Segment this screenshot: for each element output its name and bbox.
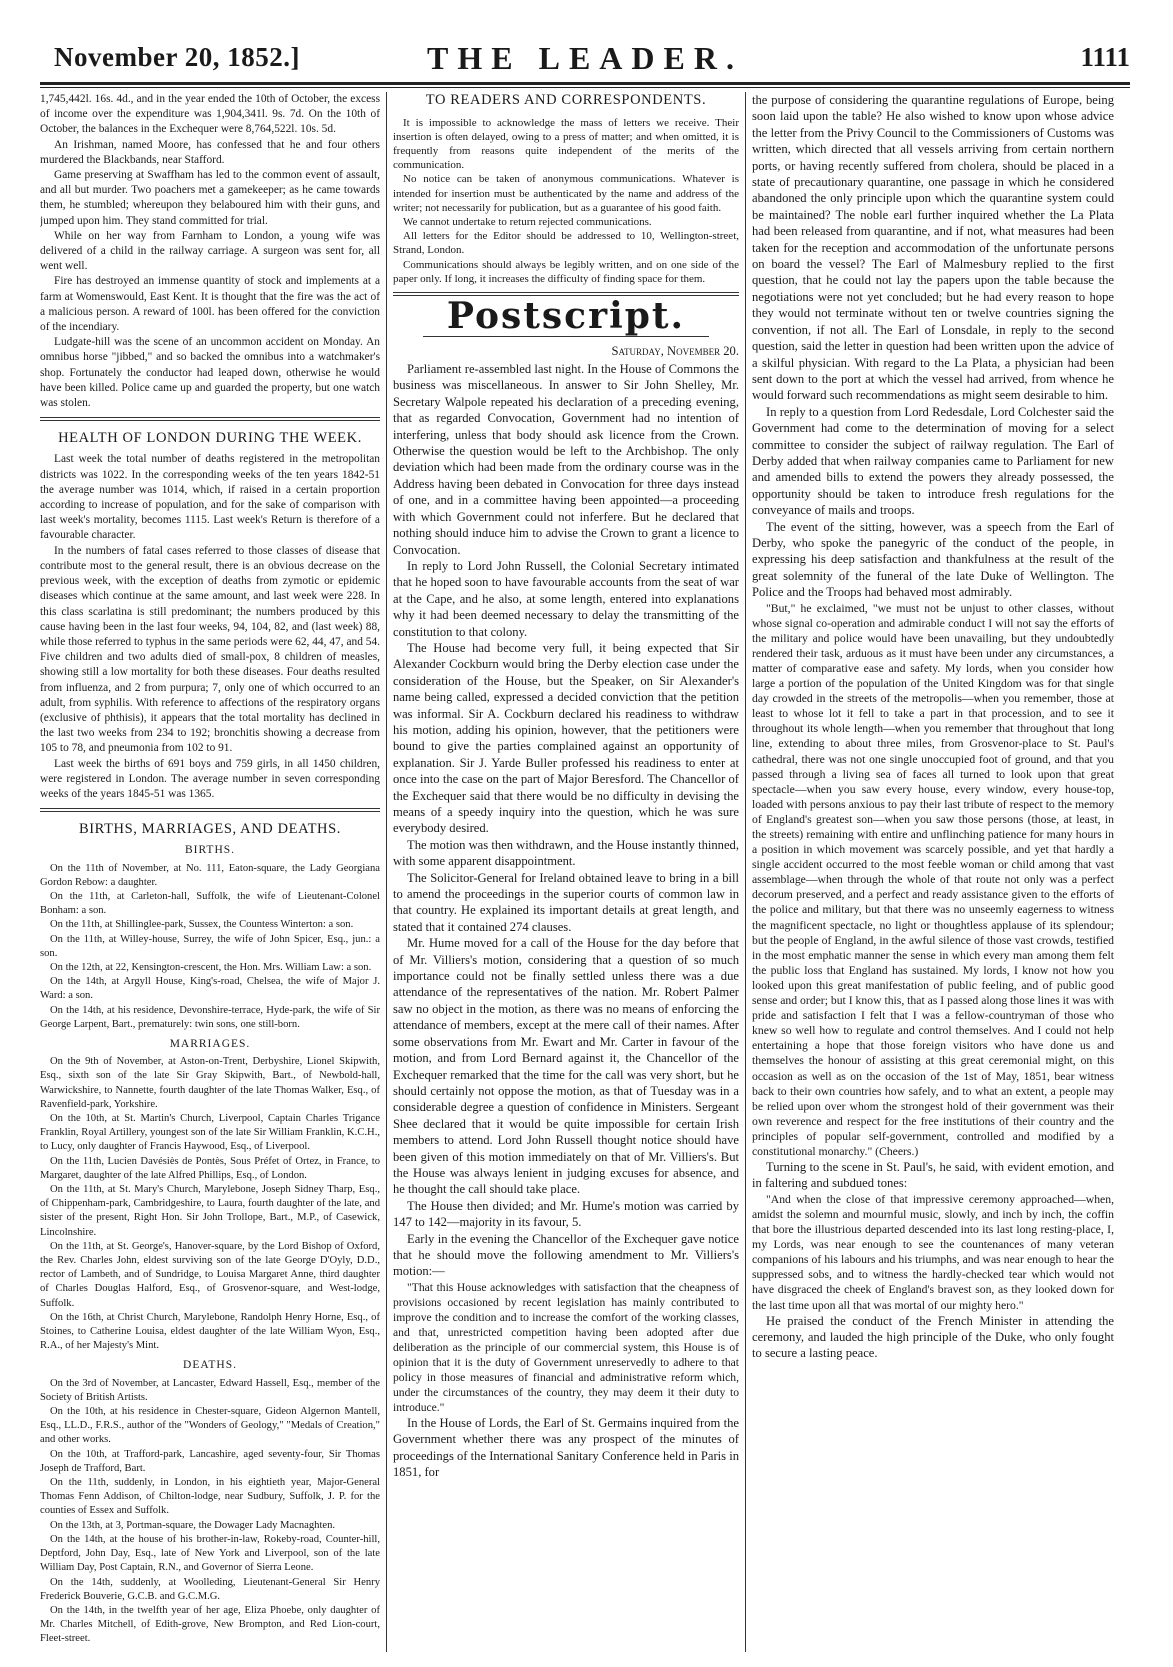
paragraph: The House then divided; and Mr. Hume's motion was carried by 147 to 142—majority in its favour, 5. xyxy=(393,1198,739,1230)
paragraph: He praised the conduct of the French Minister in attending the ceremony, and lauded the high principle of the Duke, who only fought to secure a lasting peace. xyxy=(752,1313,1114,1361)
header-rule xyxy=(40,82,1130,85)
marriages-list xyxy=(40,1055,380,1353)
birth-notice: On the 11th, at Carleton-hall, Suffolk, the wife of Lieutenant-Colonel Bonham: a son. xyxy=(40,890,380,917)
dateline: Saturday, November 20. xyxy=(611,343,739,358)
marriages-heading: MARRIAGES. xyxy=(169,1037,251,1050)
paragraph: Last week the births of 691 boys and 759 girls, in all 1450 children, were registered in London. The average number in seven corresponding weeks of the years 1845-51 was 1365. xyxy=(40,757,380,800)
births-heading: BIRTHS. xyxy=(184,844,236,857)
birth-notice: On the 11th of November, at No. 111, Eaton-square, the Lady Georgiana Gordon Rebow: a daughter. xyxy=(40,862,380,888)
paragraph: The Solicitor-General for Ireland obtained leave to bring in a bill to amend the proceedings in the superior courts of common law in that country. He explained its important details at great length, and stated that it contained 274 clauses. xyxy=(393,870,739,934)
health-heading: HEALTH OF LONDON DURING THE WEEK. xyxy=(58,430,362,447)
birth-notice: On the 11th, at Shillinglee-park, Sussex, the Countess Winterton: a son. xyxy=(50,919,354,931)
paragraph: An Irishman, named Moore, has confessed that he and four others murdered the Blackbands, near Stafford. xyxy=(40,138,380,166)
death-notice: On the 14th, at the house of his brother-in-law, Rokeby-road, Counter-hill, Deptford, John Day, Esq., late of New York and Liverpool, son of the late William Day, Post Captain, R.N., and Governor of Sierra Leone. xyxy=(40,1533,380,1574)
column-2 xyxy=(393,92,739,1652)
notice: No notice can be taken of anonymous communications. Whatever is intended for insertion must be authenticated by the name and address of the writer; not necessarily for publication, but as a guarantee of his good faith. xyxy=(393,173,739,214)
quoted-speech: "But," he exclaimed, "we must not be unjust to other classes, without whose signal co-operation and admirable conduct I will not say the efforts of the military and police would have been unavailing, but they undoubtedly rendered their task, arduous as it must have been under any circumstances, a matter of comparative ease and safety. My lords, when you consider how large a portion of the population of the United Kingdom was for that single day crowded in the streets of the metropolis—when you remember, those at least to whose lot it fell to take a part in that procession, and to see it throughout its whole length—when you remember that throughout that long line, extending to about three miles, from Grosvenor-place to St. Paul's cathedral, there was not one single unoccupied foot of ground, and that you passed through a living sea of faces all turned to look upon that great spectacle—when you saw every house, every window, every house-top, loaded with persons anxious to pay their last tribute of respect to the memory of England's greatest son—when you saw those persons (those, at least, in the streets) remaining with entire and unflinching patience for many hours in a position in which movement was scarcely possible, and yet that hardly a single accident occurred to the most feeble woman or child among that vast assemblage—when through the whole of that route not only was a perfect decorum preserved, and a perfect and ready assistance given to the efforts of the police and military, but that there was no unseemly eagerness to witness the magnificent spectacle, no light or thoughtless applause of its splendour; but the people of England, in the awful silence of those vast crowds, testified in the most emphatic manner the sense in which every man among them felt the public loss that England has sustained. My lords, I know not how you looked upon this great manifestation of public feeling, and of public good sense and order; but I know this, that as I passed along those lines it was with pride and satisfaction I felt that I was a fellow-countryman of those who knew so well how to regulate and control themselves. And I could not help entertaining a hope that those foreign visitors who have done us and themselves the honour of assisting at this great ceremonial might, on this occasion as well as on the occasion of the 1st of May, 1851, bear witness back to their own countries how safely, and to what an extent, a people may be relied upon over whom the strongest hold of their government was their own reverence and respect for the free institutions of their country and the principles of popular self-government, controlled and modified by a constitutional monarchy." (Cheers.) xyxy=(752,601,1114,1158)
column-1 xyxy=(40,92,380,1652)
deaths-list xyxy=(40,1377,380,1647)
marriage-notice: On the 11th, at St. George's, Hanover-square, by the Lord Bishop of Oxford, the Rev. Charles John, eldest surviving son of the late George D'Oyly, D.D., rector of Lambeth, and of Sundridge, to Louisa Margaret Anne, third daughter of Charles Douglas Halford, Esq., of Grosvenor-square, and West-lodge, Suffolk. xyxy=(40,1240,380,1309)
marriage-notice: On the 11th, at St. Mary's Church, Marylebone, Joseph Sidney Tharp, Esq., of Chippenham-park, Cambridgeshire, to Laura, fourth daughter of the late, and sister of the present, Right Hon. Sir John Trollope, Bart., M.P., of Casewick, Lincolnshire. xyxy=(40,1184,380,1238)
birth-notice: On the 14th, at Argyll House, King's-road, Chelsea, the wife of Major J. Ward: a son. xyxy=(40,976,380,1002)
paragraph: The House had become very full, it being expected that Sir Alexander Cockburn would bring the Derby election case under the consideration of the House, but the Speaker, on Sir Alexander's name being called, expressed a decided conviction that the petition was informal. Sir A. Cockburn declared his readiness to withdraw his motion, adding his opinion, however, that the petitioners were bound to give the parties complained against an opportunity of explanation. Sir J. Yarde Buller professed his readiness to enter at once into the case on the part of Major Beresford. The Chancellor of the Exchequer said that there would be no difficulty in devising the means of a speedy inquiry into the question, which he was sure everybody desired. xyxy=(393,640,739,836)
birth-notice: On the 11th, at Willey-house, Surrey, the wife of John Spicer, Esq., jun.: a son. xyxy=(40,933,380,959)
notice: All letters for the Editor should be addressed to 10, Wellington-street, Strand, London. xyxy=(393,230,739,257)
paragraph: While on her way from Farnham to London, a young wife was delivered of a child in the railway carriage. A surgeon was sent for, all went well. xyxy=(40,229,380,273)
paragraph: Ludgate-hill was the scene of an uncommon accident on Monday. An omnibus horse "jibbed," and so backed the omnibus into a watchmaker's shop. Fortunately the conductor had leaped down, otherwise he would have been killed. Police came up and guarded the property, but one watch was stolen. xyxy=(40,336,380,410)
bmd-heading: BIRTHS, MARRIAGES, AND DEATHS. xyxy=(78,821,342,838)
issue-date: November 20, 1852.] xyxy=(54,42,300,72)
quoted-amendment: "That this House acknowledges with satisfaction that the cheapness of provisions occasioned by recent legislation has mainly contributed to improve the condition and to increase the comfort of the working classes, and that, unrestricted competition having been adopted after due deliberation as the principle of our commercial system, this House is of opinion that it is the duty of Government unreservedly to adhere to that policy in those measures of financial and administrative reform which, under the circumstances of the country, they may deem it their duty to introduce." xyxy=(393,1280,739,1414)
paragraph: Mr. Hume moved for a call of the House for the day before that of Mr. Villiers's motion, considering that a question of so much importance could not be finally settled unless there was a due attendance of the representatives of the nation. Mr. Robert Palmer saw no object in the motion, as there was no means of enforcing the attendance of members, except at the mere call of their names. After some observations from Mr. Ewart and Mr. Carter in favour of the motion, and from Lord Bernard against it, the Chancellor of the Exchequer remarked that the time for the call was very short, but he should certainly not oppose the motion, as that of Tuesday was in a considerable degree a question of confidence in Ministers. Sergeant Shee declared that it would be quite impossible for certain Irish members to attend. Lord John Russell thought notice should have been given of this motion immediately on that of Mr. Villiers's. But the House was always lenient in judging excuses for absence, and he thought the call should take place. xyxy=(393,936,739,1197)
paragraph: The event of the sitting, however, was a speech from the Earl of Derby, who spoke the panegyric of the conduct of the people, in expressing his deep satisfaction and thankfulness at the result of the great solemnity of the funeral of the late Duke of Wellington. The Police and the Troops had behaved most admirably. xyxy=(752,519,1114,600)
death-notice: On the 11th, suddenly, in London, in his eightieth year, Major-General Thomas Fenn Addison, of Chilton-lodge, near Sudbury, Suffolk, J. P. for the counties of Essex and Suffolk. xyxy=(40,1477,380,1517)
paragraph: The motion was then withdrawn, and the House instantly thinned, with some apparent disappointment. xyxy=(393,837,739,869)
paragraph: In reply to a question from Lord Redesdale, Lord Colchester said the Government had come to the determination of moving for a select committee to consider the subject of railway regulation. The Earl of Derby added that when railway companies came to Parliament for new and amended bills to extend the powers they already possessed, the opportunity should be taken to introduce fresh regulations for the conveyance of mails and troops. xyxy=(752,404,1114,518)
notice: It is impossible to acknowledge the mass of letters we receive. Their insertion is often delayed, owing to a press of matter; and when omitted, it is frequently from reasons quite independent of the merits of the communication. xyxy=(393,116,739,172)
death-notice: On the 10th, at Trafford-park, Lancashire, aged seventy-four, Sir Thomas Joseph de Trafford, Bart. xyxy=(40,1448,380,1474)
paragraph: In the numbers of fatal cases referred to those classes of disease that contribute most to the general result, there is an obvious decrease on the previous week, with the exception of deaths from zymotic or epidemic diseases which continue at the same amount, and last week were 228. In this class scarlatina is still predominant; the numbers produced by this cause having been in the last four weeks, 94, 104, 82, and (last week) 88, while those referred to typhus in the same periods were 62, 44, 47, and 54. Five children and two adults died of small-pox, 8 children of measles, showing still a low mortality for both these diseases. Four deaths resulted from influenza, and 2 from purpura; 7, only one of which occurred to an adult, from syphilis. With reference to affections of the respiratory organs (exclusive of phthisis), it appears that the total mortality has declined in the last two weeks from 234 to 192; bronchitis showing a decrease from 105 to 78, and pneumonia from 102 to 91. xyxy=(40,544,380,755)
deaths-heading: DEATHS. xyxy=(183,1359,237,1372)
notices-heading: TO READERS AND CORRESPONDENTS. xyxy=(425,92,707,108)
paragraph: In reply to Lord John Russell, the Colonial Secretary intimated that he hoped soon to have favourable accounts from the seat of war at the Cape, and he also, at some length, entered into explanations why it had been deemed necessary to delay the transmitting of the constitution to that colony. xyxy=(393,558,739,639)
newspaper-title: THE LEADER. xyxy=(427,40,743,76)
paragraph: Parliament re-assembled last night. In the House of Commons the business was miscellaneous. In answer to Sir John Shelley, Mr. Secretary Walpole repeated his declaration of a preceding evening, that as regarded Convocation, Government had no intention of interfering, unless that body should ask licence from the Crown. Otherwise the question would be left to the Archbishop. The only deviation which had been made from the ordinary course was in the Address having been debated in Convocation for three days instead of one, and in a committee having been appointed—a proceeding with which Government could not inferfere. But he declared that nothing should induce him to advise the Crown to grant a licence to Convocation. xyxy=(393,362,739,557)
column-divider xyxy=(386,92,387,1652)
column-3 xyxy=(752,92,1114,1652)
paragraph: Last week the total number of deaths registered in the metropolitan districts was 1022. In the corresponding weeks of the ten years 1842-51 the average number was 1014, which, if raised in a certain proportion according to increase of population, and for the sake of comparison with last week's mortality, becomes 1115. Last week's Return is therefore of a favourable character. xyxy=(40,453,380,542)
marriage-notice: On the 10th, at St. Martin's Church, Liverpool, Captain Charles Trigance Franklin, Royal Artillery, youngest son of the late Sir William Franklin, K.C.H., to Lucy, only daughter of Francis Haywood, Esq., of Liverpool. xyxy=(40,1113,380,1153)
notice: We cannot undertake to return rejected communications. xyxy=(403,216,652,229)
section-rule xyxy=(40,808,380,812)
births-list xyxy=(40,862,380,1032)
paragraph: In the House of Lords, the Earl of St. Germains inquired from the Government whether there was any prospect of the minutes of proceedings of the International Sanitary Conference held in Paris in 1851, for xyxy=(393,1415,739,1479)
section-rule xyxy=(40,417,380,421)
marriage-notice: On the 16th, at Christ Church, Marylebone, Randolph Henry Horne, Esq., of Stoines, to Catherine Louisa, eldest daughter of the late William Wyon, Esq., R.A., of her Majesty's Mint. xyxy=(40,1311,380,1352)
death-notice: On the 10th, at his residence in Chester-square, Gideon Algernon Mantell, Esq., LL.D., F.R.S., author of the "Wonders of Geology," "Medals of Creation," and other works. xyxy=(40,1406,380,1446)
column-divider xyxy=(745,92,746,1652)
paragraph: Early in the evening the Chancellor of the Exchequer gave notice that he should move the following amendment to Mr. Villiers's motion:— xyxy=(393,1231,739,1279)
correspondents-notices xyxy=(393,116,739,286)
notice: Communications should always be legibly written, and on one side of the paper only. If long, it increases the difficulty of finding space for them. xyxy=(393,258,739,285)
birth-notice: On the 14th, at his residence, Devonshire-terrace, Hyde-park, the wife of Sir George Larpent, Bart., prematurely: twin sons, one still-born. xyxy=(40,1004,380,1030)
death-notice: On the 13th, at 3, Portman-square, the Dowager Lady Macnaghten. xyxy=(50,1519,336,1531)
marriage-notice: On the 11th, Lucien Davésiès de Pontès, Sous Préfet of Ortez, in France, to Margaret, daughter of the late Alfred Phillips, Esq., of London. xyxy=(40,1155,380,1181)
page-header xyxy=(40,36,1130,76)
paragraph: Turning to the scene in St. Paul's, he said, with evident emotion, and in faltering and subdued tones: xyxy=(752,1160,1114,1191)
death-notice: On the 14th, suddenly, at Woolleding, Lieutenant-General Sir Henry Frederick Bouverie, G.C.B. and G.C.M.G. xyxy=(40,1576,380,1602)
marriage-notice: On the 9th of November, at Aston-on-Trent, Derbyshire, Lionel Skipwith, Esq., sixth son of the late Sir Gray Skipwith, Bart., of Newbold-hall, Warwickshire, to Nannette, fourth daughter of the late Thomas Walker, Esq., of Ravenfield-park, Yorkshire. xyxy=(40,1056,380,1110)
postscript-heading: Postscript. xyxy=(446,295,686,338)
page-number: 1111 xyxy=(1080,42,1130,72)
paragraph: Game preserving at Swaffham has led to the common event of assault, and all but murder. Two poachers met a gamekeeper; as he came towards them, he stumbled; whereupon they belaboured him with their guns, and jumped upon him. They stand committed for trial. xyxy=(40,169,380,227)
paragraph: the purpose of considering the quarantine regulations of Europe, being soon laid upon the table? He also wished to know upon whose advice the letter from the Privy Council to the Commissioners of Customs was written, which directed that all vessels arriving from certain northern ports, or having recently suffered from cholera, should be placed in a state of precautionary quarantine, one passage in which he considered abandoned the only principle upon which the quarantine system could be maintained? The noble earl further inquired whether the La Plata had been released from quarantine, and if not, what measures had been taken for the reception and accommodation of the unfortunate persons on board the vessel? The Earl of Malmesbury replied to the first question, that he could not lay the papers upon the table because the negotiations were not yet concluded; but he had every reason to hope they would not terminate without ten or twelve countries signing the convention, if not all. The Earl of Lonsdale, in reply to the second question, said the letter in question had been written upon the advice of a skilful physician. With regard to the La Plata, a physician had been sent down to the port at which the vessel had arrived, from whence he would forward such recommendations as might seem desirable to him. xyxy=(752,93,1114,403)
paragraph: Fire has destroyed an immense quantity of stock and implements at a farm at Womenswould, East Kent. It is thought that the fire was the act of a malicious person. A reward of 100l. has been offered for the conviction of the incendiary. xyxy=(40,275,380,334)
quoted-speech: "And when the close of that impressive ceremony approached—when, amidst the solemn and mournful music, slowly, and inch by inch, the coffin that bore the illustrious departed descended into its last long resting-place, I, my Lords, was near enough to see the countenances of many veteran companions of his labours and his triumphs, and was near enough to hear the suppressed sobs, and to witness the hardly-checked tear which would not have disgraced the cheek of England's bravest son, as they looked down for the last time upon all that was mortal of our mighty hero." xyxy=(752,1192,1114,1312)
paragraph: 1,745,442l. 16s. 4d., and in the year ended the 10th of October, the excess of income over the expenditure was 1,904,341l. 9s. 7d. On the 10th of October, the balances in the Exchequer were 8,764,522l. 10s. 5d. xyxy=(40,93,380,136)
death-notice: On the 3rd of November, at Lancaster, Edward Hassell, Esq., member of the Society of British Artists. xyxy=(40,1377,380,1403)
birth-notice: On the 12th, at 22, Kensington-crescent, the Hon. Mrs. William Law: a son. xyxy=(50,961,372,973)
header-rule-thin xyxy=(40,87,1130,88)
death-notice: On the 14th, in the twelfth year of her age, Eliza Phoebe, only daughter of Mr. Charles Mitchell, of Edith-grove, New Brompton, and Red Lion-court, Fleet-street. xyxy=(40,1604,380,1645)
